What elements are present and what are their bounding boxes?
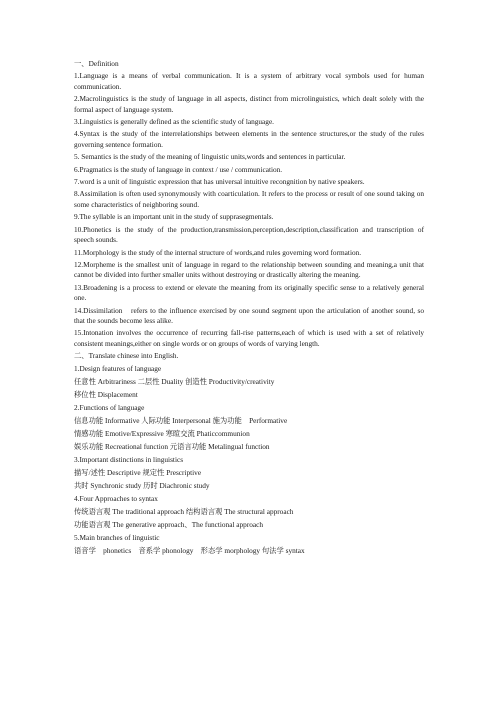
definition-item: 3.Linguistics is generally defined as the scientific study of language.	[74, 117, 275, 127]
definition-item: 14.Dissimilation refers to the influence exercised by one sound segment upon the articulation of another sound, so that the sounds become less alike.	[74, 305, 424, 325]
translation-group	[74, 403, 424, 452]
section-translate-title: 二、Translate chinese into English.	[74, 351, 179, 361]
definition-item: 4.Syntax is the study of the interrelationships between elements in the sentence structures,or the study of the rules governing sentence formation.	[74, 129, 424, 149]
definition-item: 10.Phonetics is the study of the production,transmission,perception,description,classification and transcription of speech sounds.	[74, 224, 424, 245]
definition-item: 15.Intonation involves the occurrence of recurring fall-rise patterns,each of which is used with a set of relatively consistent meanings,either on single words or on groups of words of varying length.	[74, 328, 424, 348]
term-line: 传统语言观 The traditional approach 结构语言观 The structural approach	[74, 506, 294, 516]
definition-item: 11.Morphology is the study of the internal structure of words,and rules governing word formation.	[74, 247, 362, 257]
definition-item: 2.Macrolinguistics is the study of language in all aspects, distinct from microlinguistics, which dealt solely with the formal aspect of language system.	[74, 94, 424, 114]
definition-item: 13.Broadening is a process to extend or elevate the meaning from its originally specific sense to a relatively general one.	[74, 282, 424, 303]
document-page	[74, 59, 424, 559]
group-heading: 3.Important distinctions in linguistics	[74, 454, 184, 464]
group-heading: 4.Four Approaches to syntax	[74, 493, 158, 503]
definition-item: 8.Assimilation is often used synonymously with coarticulation. It refers to the process or result of one sound taking on some characteristics of neighboring sound.	[74, 189, 424, 209]
translation-group	[74, 533, 424, 556]
definitions-list	[74, 71, 424, 349]
translation-group	[74, 455, 424, 491]
translation-group	[74, 494, 424, 530]
term-line: 语音学 phonetics 音系学 phonology 形态学 morphology 句法学 syntax	[74, 545, 305, 555]
term-line: 功能语言观 The generative approach、The functional approach	[74, 519, 264, 529]
definition-item: 6.Pragmatics is the study of language in context / use / communication.	[74, 164, 283, 174]
group-heading: 2.Functions of language	[74, 402, 145, 412]
definition-item: 12.Morpheme is the smallest unit of language in regard to the relationship between sounding and meaning,a unit that cannot be divided into further smaller units without destroying or drastically altering the meaning.	[74, 259, 424, 280]
term-line: 移位性 Displacement	[74, 389, 138, 399]
definition-item: 9.The syllable is an important unit in the study of supprasegmentals.	[74, 212, 274, 222]
group-heading: 5.Main branches of linguistic	[74, 532, 160, 542]
definition-item: 7.word is a unit of linguistic expression that has universal intuitive recongnition by native speakers.	[74, 177, 365, 187]
translation-group	[74, 364, 424, 400]
section-definition-title: 一、Definition	[74, 59, 119, 68]
definition-item: 1.Language is a means of verbal communication. It is a system of arbitrary vocal symbols used for human communication.	[74, 71, 424, 91]
term-line: 信息功能 Informative 人际功能 Interpersonal 施为功能 Performative	[74, 415, 288, 425]
definition-item: 5. Semantics is the study of the meaning of linguistic units,words and sentences in particular.	[74, 152, 346, 162]
term-line: 任意性 Arbitrariness 二层性 Duality 创造性 Productivity/creativity	[74, 376, 275, 386]
term-line: 共时 Synchronic study 历时 Diachronic study	[74, 480, 210, 490]
term-line: 娱乐功能 Recreational function 元语言功能 Metalingual function	[74, 441, 270, 451]
term-line: 描写/述性 Descriptive 规定性 Prescriptive	[74, 467, 202, 477]
group-heading: 1.Design features of language	[74, 363, 162, 373]
term-line: 情感功能 Emotive/Expressive 寒暄交流 Phaticcommunion	[74, 428, 250, 438]
